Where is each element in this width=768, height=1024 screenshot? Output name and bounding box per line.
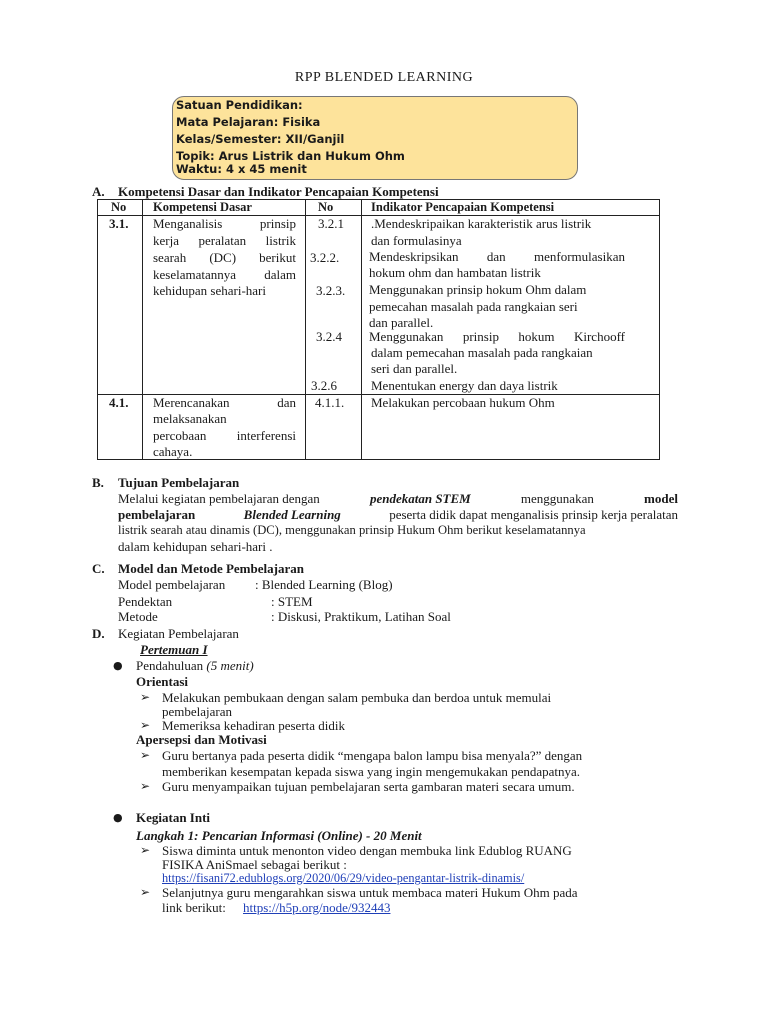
bullet-icon: ● [113,659,123,672]
section-b-title: Tujuan Pembelajaran [118,475,240,490]
indicator-line: Menggunakan prinsip hokum Ohm dalam [369,282,587,297]
purpose-line-4: dalam kehidupan sehari-hari . [118,539,273,554]
section-d-title: Kegiatan Pembelajaran [118,626,239,641]
step-1-item-2: Selanjutnya guru mengarahkan siswa untuk membaca materi Hukum Ohm pada [162,885,578,900]
apperception-item-1-cont: memberikan kesempatan kepada siswa yang ingin mengemukakan pendapatnya. [162,764,581,779]
info-mapel: Mata Pelajaran: Fisika [176,115,321,129]
arrow-bullet-icon: ➢ [140,690,151,704]
bullet-icon: ● [113,811,123,824]
apperception-heading: Apersepsi dan Motivasi [136,732,267,747]
indicator-line: Menggunakan prinsip hokum Kirchooff [369,329,625,344]
orientation-item-1: Melakukan pembukaan dengan salam pembuka dan berdoa untuk memulai [162,690,552,705]
section-a-title: Kompetensi Dasar dan Indikator Pencapaian Kompetensi [118,184,439,199]
purpose-emphasis: Blended Learning [243,507,341,522]
purpose-text: peserta didik dapat menganalisis prinsip kerja peralatan [389,507,678,522]
indicator-line: hokum ohm dan hambatan listrik [369,265,541,280]
kd-no-4-1: 4.1. [109,395,129,410]
indicator-no: 3.2.3. [316,283,346,298]
indicator-no: 3.2.6 [311,378,337,393]
kd1-line: searah (DC) berikut [153,250,296,265]
header-no: No [111,200,127,214]
document-title: RPP BLENDED LEARNING [294,70,474,85]
indicator-no: 3.2.2. [310,250,340,265]
indicator-no: 4.1.1. [315,395,345,410]
apperception-item-1: Guru bertanya pada peserta didik “mengapa balon lampu bisa menyala?” dengan [162,748,583,763]
indicator-no: 3.2.4 [316,329,342,344]
edublog-video-link[interactable]: https://fisani72.edublogs.org/2020/06/29/video-pengantar-listrik-dinamis/ [162,871,525,885]
arrow-bullet-icon: ➢ [140,748,151,762]
intro-duration: (5 menit) [206,658,254,673]
step-1-item-2-cont: link berikut: [162,900,226,915]
arrow-bullet-icon: ➢ [140,885,151,899]
orientation-item-1-cont: pembelajaran [162,704,233,719]
approach-label: Pendektan [118,594,173,609]
indicator-line: dan parallel. [369,315,434,330]
info-waktu: Waktu: 4 x 45 menit [176,162,307,176]
step-1-item-1: Siswa diminta untuk menonton video dengan membuka link Edublog RUANG [162,843,572,858]
section-c-letter: C. [92,561,105,576]
arrow-bullet-icon: ➢ [140,779,151,793]
orientation-item-2: Memeriksa kehadiran peserta didik [162,718,346,733]
indicator-line: Mendeskripsikan dan menformulasikan [369,249,625,264]
apperception-item-2: Guru menyampaikan tujuan pembelajaran serta gambaran materi secara umum. [162,779,575,794]
indicator-line: .Mendeskripaikan karakteristik arus listrik [371,216,592,231]
indicator-line: seri dan parallel. [371,361,458,376]
step-1-title: Langkah 1: Pencarian Informasi (Online) - 20 Menit [136,828,422,843]
info-satuan: Satuan Pendidikan: [176,98,303,112]
header-no2: No [318,200,334,214]
step-1-item-1-cont: FISIKA AniSmael sebagai berikut : [162,857,347,872]
kd2-line: cahaya. [153,444,193,459]
kd1-line: keselamatannya dalam [153,267,296,282]
purpose-emphasis: pendekatan STEM [369,491,471,506]
info-kelas: Kelas/Semester: XII/Ganjil [176,132,345,146]
purpose-text: Melalui kegiatan pembelajaran dengan [118,491,320,506]
purpose-emphasis: model [644,491,678,506]
kd1-line: Menganalisis prinsip [153,216,296,231]
section-c-title: Model dan Metode Pembelajaran [118,561,304,576]
indicator-line: dalam pemecahan masalah pada rangkaian [371,345,593,360]
arrow-bullet-icon: ➢ [140,843,151,857]
indicator-line: Menentukan energy dan daya listrik [371,378,558,393]
competency-table [97,199,660,460]
purpose-text: menggunakan [520,491,594,506]
kd1-line: kerja peralatan listrik [153,233,296,248]
indicator-line: dan formulasinya [371,233,462,248]
section-b-letter: B. [92,475,104,490]
orientation-heading: Orientasi [136,674,188,689]
indicator-line: Melakukan percobaan hukum Ohm [371,395,555,410]
method-label: Metode [118,609,158,624]
arrow-bullet-icon: ➢ [140,718,151,732]
meeting-title: Pertemuan I [140,642,208,657]
kd1-line: kehidupan sehari-hari [153,283,266,298]
h5p-material-link[interactable]: https://h5p.org/node/932443 [243,900,391,915]
model-label: Model pembelajaran [118,577,226,592]
purpose-line-3: listrik searah atau dinamis (DC), menggunakan prinsip Hukum Ohm berikut keselamatannya [118,523,586,537]
intro-heading [136,658,254,674]
kd-no-3-1: 3.1. [109,216,129,231]
kd2-line: Merencanakan dan [153,395,296,410]
kd2-line: melaksanakan [153,411,227,426]
intro-label: Pendahuluan [136,658,204,673]
method-value: : Diskusi, Praktikum, Latihan Soal [271,609,451,624]
section-a-letter: A. [92,184,105,199]
purpose-line-2 [118,507,678,523]
purpose-emphasis: pembelajaran [118,507,196,522]
header-kd: Kompetensi Dasar [153,200,252,214]
core-activity-heading: Kegiatan Inti [136,810,211,825]
kd2-line: percobaan interferensi [153,428,296,443]
indicator-line: pemecahan masalah pada rangkaian seri [369,299,578,314]
indicator-no: 3.2.1 [318,216,344,231]
header-indicator: Indikator Pencapaian Kompetensi [371,200,555,214]
section-d-letter: D. [92,626,105,641]
purpose-line-1 [118,491,678,507]
model-value: : Blended Learning (Blog) [255,577,393,592]
info-topik: Topik: Arus Listrik dan Hukum Ohm [176,149,405,163]
approach-value: : STEM [271,594,313,609]
